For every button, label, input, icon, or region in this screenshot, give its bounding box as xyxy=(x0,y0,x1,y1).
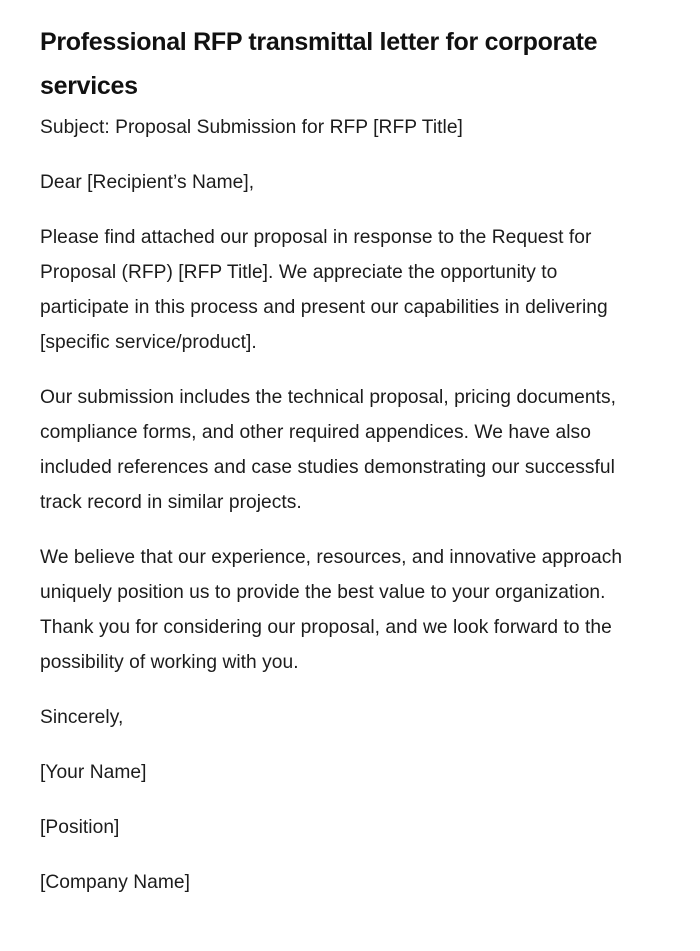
signature-company: [Company Name] xyxy=(40,872,190,893)
body-paragraph-3: We believe that our experience, resources, and innovative approach uniquely position us to provide the best value to your organization. Thank you for considering our proposal, and we look forward to the possibility of working with you. xyxy=(40,547,623,673)
letter-document xyxy=(40,20,645,920)
subject-line: Subject: Proposal Submission for RFP [RFP Title] xyxy=(40,117,463,138)
signature-name: [Your Name] xyxy=(40,762,147,783)
body-paragraph-1: Please find attached our proposal in response to the Request for Proposal (RFP) [RFP Title]. We appreciate the opportunity to participate in this process and present our capabilities in delivering [specific service/product]. xyxy=(40,227,608,353)
document-title: Professional RFP transmittal letter for corporate services xyxy=(40,28,598,100)
closing: Sincerely, xyxy=(40,707,124,728)
signature-position: [Position] xyxy=(40,817,120,838)
salutation: Dear [Recipient’s Name], xyxy=(40,172,255,193)
body-paragraph-2: Our submission includes the technical proposal, pricing documents, compliance forms, and other required appendices. We have also included references and case studies demonstrating our successful track record in similar projects. xyxy=(40,387,617,513)
